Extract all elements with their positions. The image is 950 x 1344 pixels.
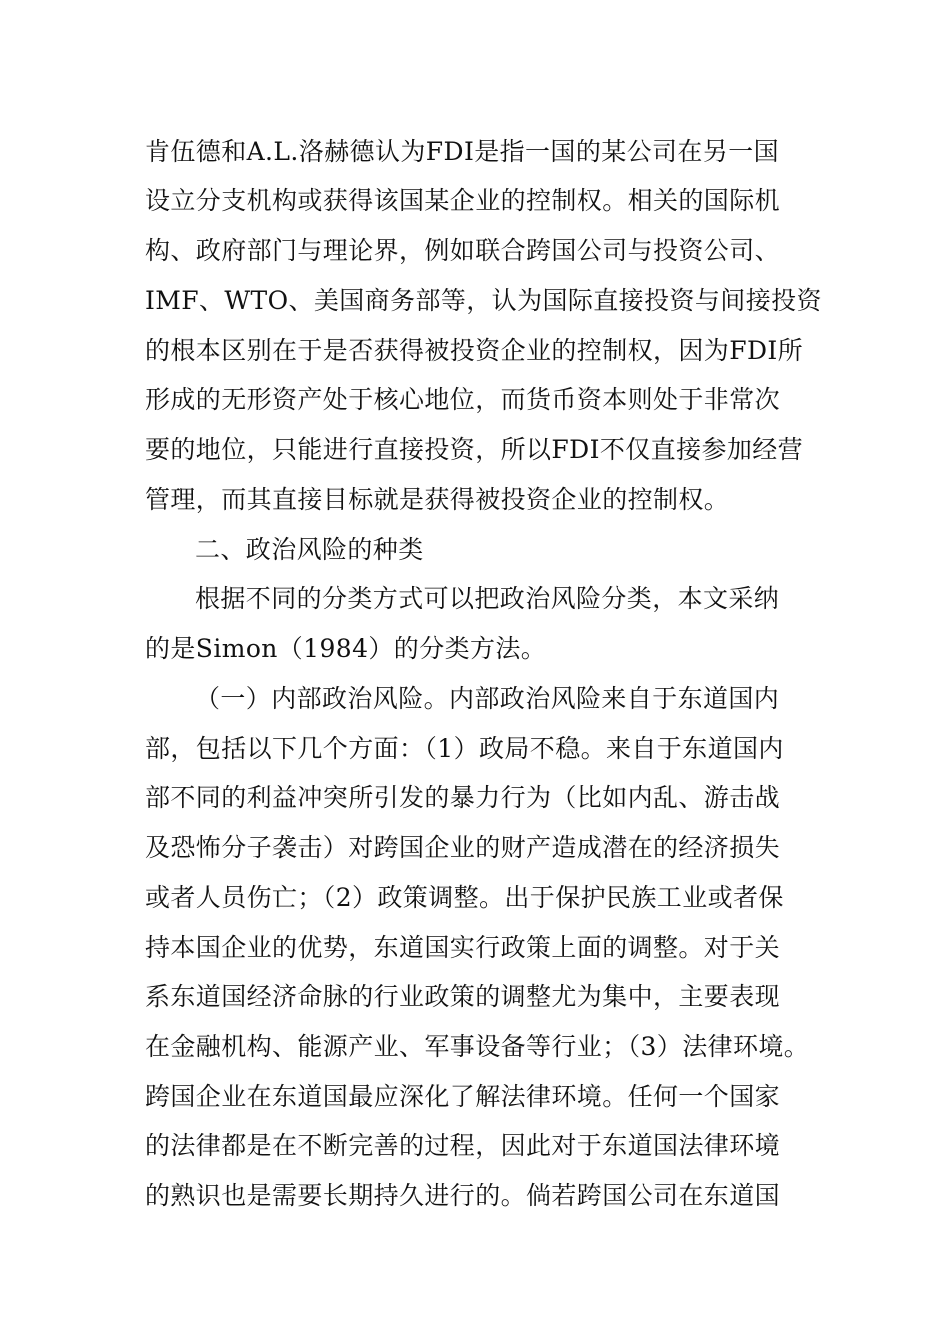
text-line: 设立分支机构或获得该国某企业的控制权。相关的国际机 <box>145 186 781 215</box>
text-line: 跨国企业在东道国最应深化了解法律环境。任何一个国家 <box>145 1082 781 1111</box>
text-line: （一）内部政治风险。内部政治风险来自于东道国内 <box>195 684 780 713</box>
text-line: 在金融机构、能源产业、军事设备等行业；（3）法律环境。 <box>145 1032 810 1061</box>
text-line: 的根本区别在于是否获得被投资企业的控制权，因为FDI所 <box>145 336 804 365</box>
text-line: 部不同的利益冲突所引发的暴力行为（比如内乱、游击战 <box>145 783 781 812</box>
text-line: 持本国企业的优势，东道国实行政策上面的调整。对于关 <box>145 933 781 962</box>
text-line: 的熟识也是需要长期持久进行的。倘若跨国公司在东道国 <box>145 1181 781 1210</box>
text-line: 构、政府部门与理论界，例如联合跨国公司与投资公司、 <box>145 236 781 265</box>
text-line: 或者人员伤亡；（2）政策调整。出于保护民族工业或者保 <box>145 883 784 912</box>
text-line: IMF、WTO、美国商务部等，认为国际直接投资与间接投资 <box>145 286 822 315</box>
text-line: 部，包括以下几个方面：（1）政局不稳。来自于东道国内 <box>145 734 784 763</box>
text-line: 肯伍德和A.L.洛赫德认为FDI是指一国的某公司在另一国 <box>145 137 780 166</box>
section-heading: 二、政治风险的种类 <box>195 535 424 564</box>
text-line: 的是Simon（1984）的分类方法。 <box>145 634 547 663</box>
text-line: 要的地位，只能进行直接投资，所以FDI不仅直接参加经营 <box>145 435 804 464</box>
text-line: 及恐怖分子袭击）对跨国企业的财产造成潜在的经济损失 <box>145 833 781 862</box>
text-line: 根据不同的分类方式可以把政治风险分类，本文采纳 <box>195 584 780 613</box>
text-line: 形成的无形资产处于核心地位，而货币资本则处于非常次 <box>145 385 781 414</box>
text-line: 管理，而其直接目标就是获得被投资企业的控制权。 <box>145 485 730 514</box>
text-line: 的法律都是在不断完善的过程，因此对于东道国法律环境 <box>145 1131 781 1160</box>
text-line: 系东道国经济命脉的行业政策的调整尤为集中，主要表现 <box>145 982 781 1011</box>
